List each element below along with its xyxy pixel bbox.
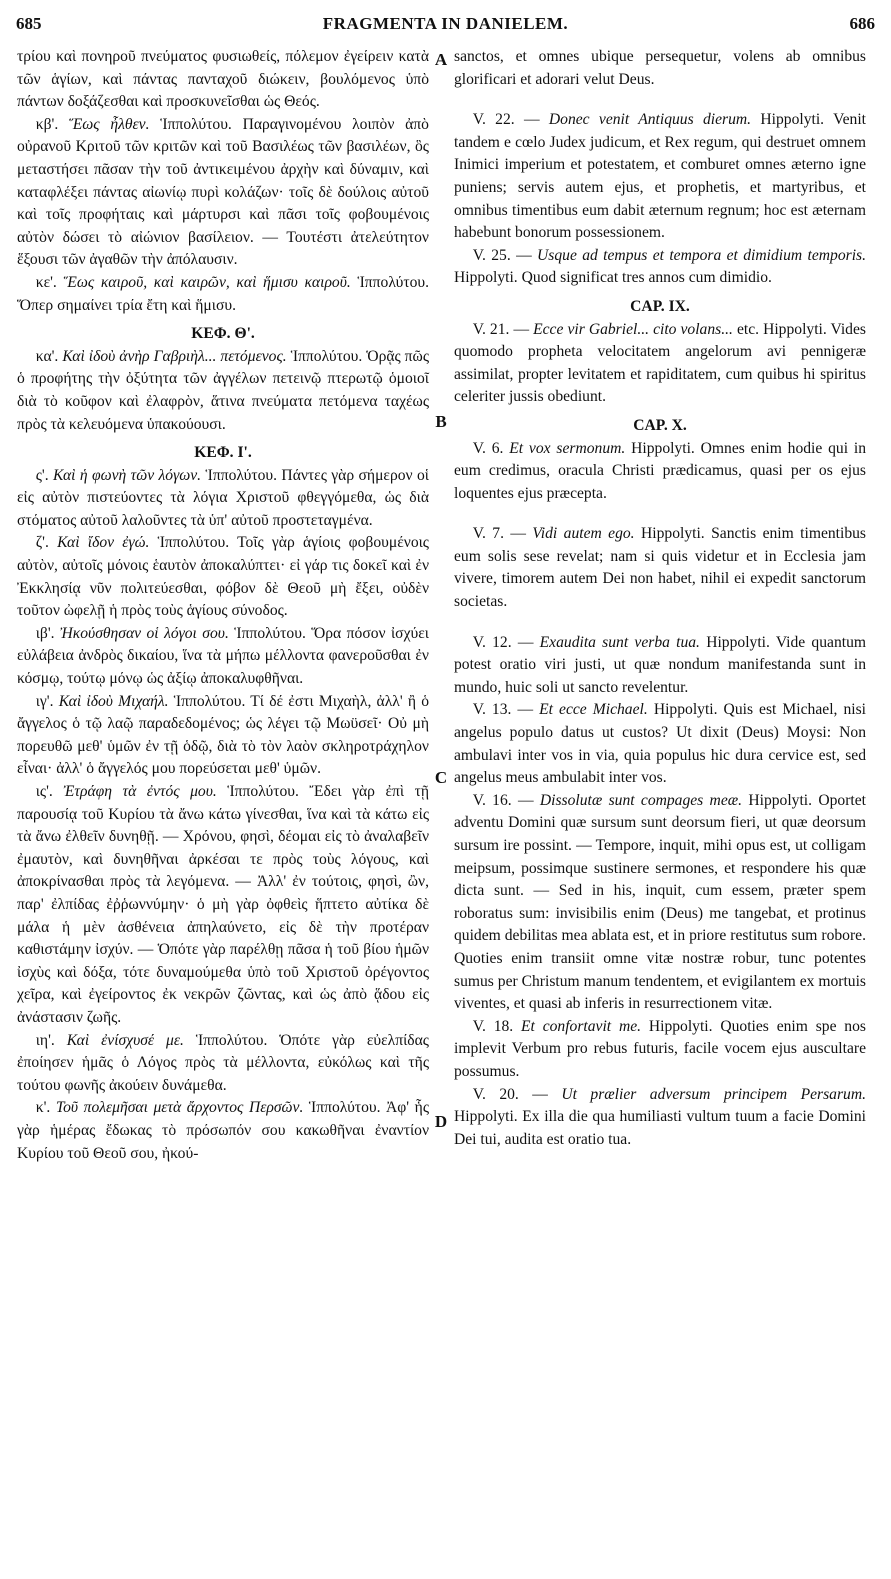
latin-paragraph [454, 699, 866, 789]
lemma: Καὶ ἴδον ἐγώ. [57, 534, 150, 552]
verse-ref: V. 20. — [472, 1085, 548, 1103]
commentary-text: Ἱππολύτου. Ὁρᾷς πῶς ὁ προφήτης τὴν ὀξύτητα τῶν ἀγγέλων πετεινῷ πτερωτῷ ὁμοιοῖ διὰ τὸ κοῦφον καὶ ἐλαφρὸν, ἅτινα πνεύματα πετόμενα ταχέως πρὸς τὰ κελευόμενα ὑπακούουσι. [17, 347, 429, 433]
verse-ref: κα'. [35, 347, 59, 365]
commentary-text: Hippolyti. Quod significat tres annos cum dimidio. [454, 269, 772, 287]
latin-paragraph [454, 319, 866, 409]
commentary-text: Hippolyti. Quis est Michael, nisi angelus populo datus ut custos? Ut dixit (Deus) Moysi: Non ambulavi inter vos in via, quia populus hic dura cervice est, sed angelus meus ambulabit inter vos. [454, 701, 866, 787]
greek-paragraph [17, 532, 429, 622]
verse-ref: κε'. [35, 273, 57, 291]
commentary-text: Hippolyti. Vide quantum potest oratio viri justi, ut quæ nondum manifestanda sunt in mundo, huic soli ut sancto revelentur. [454, 633, 866, 696]
page-header [16, 14, 875, 40]
lemma: Ecce vir Gabriel... cito volans... [533, 320, 733, 338]
lemma: Et ecce Michael. [539, 701, 648, 719]
lemma: Ut prælier adversum principem Persarum. [561, 1085, 866, 1103]
latin-paragraph [454, 245, 866, 290]
greek-paragraph [17, 272, 429, 317]
commentary-text: Hippolyti. Venit tandem e cœlo Judex judicum, et Rex regum, qui destruet omnem Inimici imperium et potestatem, et comburet omnes æterno igne puniens; servis autem ejus, et prophetis, et martyribus, et omnibus timentibus eum dabit æternum regnum; hoc est æternam habebunt bonorum possessionem. [454, 111, 866, 242]
commentary-text: Hippolyti. Quoties enim spe nos implevit Verbum pro rebus futuris, facile vocem ejus auscultare possumus. [454, 1017, 866, 1080]
greek-paragraph [17, 781, 429, 1030]
verse-ref: ις'. [35, 783, 53, 800]
verse-ref: V. 21. — [472, 320, 530, 338]
commentary-text: Ἱππολύτου. Ἔδει γὰρ ἐπὶ τῇ παρουσίᾳ τοῦ Κυρίου τὰ ἄνω κάτω γίνεσθαι, ἵνα καὶ τὰ κάτω εἰς τὰ ἄνω ἐλθεῖν δυνηθῇ. — Χρόνου, φησὶ, δέομαι εἰς τὸ ἀναλαβεῖν ἐμαυτὸν, καὶ δυνηθῆναι ἀρκέσαι τε πρὸς τοὺς λόγους, καὶ ἀποκρίνασθαι πρὸς τὰ λεγόμενα. — Ἀλλ' ἐν τούτοις, φησὶ, ὢν, παρ' ἐλπίδας ἐῤῥωννύμην· ὁ μὴ γὰρ ὀφθεὶς ἥπτετο αὐτίκα δὲ μάλα ἡ μὲν ἀσθένεια ἀπηλαύνετο, εἰς δὲ τὴν προτέραν καθιστάμην ἰσχύν. — Ὁπότε γὰρ παρέλθῃ πᾶσα ἡ τοῦ βίου ἡμῶν ἰσχὺς καὶ δόξα, τότε δυναμούμεθα ὑπὸ τοῦ Χριστοῦ ὀρέγοντος χεῖρα, καὶ ἐγείροντος ἐκ νεκρῶν ζῶντας, καὶ ὡς ἀπὸ ᾅδου εἰς ἀνάστασιν ζωῆς. [17, 783, 430, 1026]
verse-ref: ς'. [35, 466, 49, 484]
commentary-text: Ἱππολύτου. Ὁπότε γὰρ εὐελπίδας ἐποίησεν ἡμᾶς ὁ Λόγος πρὸς τὰ μέλλοντα, εὐκόλως καὶ τῆς τούτου φωνῆς ἀκούειν δυνάμεθα. [17, 1031, 429, 1094]
commentary-text: Hippolyti. Vides quomodo propheta velocitatem angelorum avi pennigeræ assimilat, propter levitatem et rapiditatem, cum quibus hi spiritus celeriter jussis obediunt. [454, 320, 866, 406]
verse-ref: V. 6. [472, 439, 504, 457]
chapter-heading: ΚΕΦ. Θ'. [191, 325, 255, 343]
lemma: Usque ad tempus et tempora et dimidium temporis. [537, 246, 866, 264]
margin-marker-c: C [434, 768, 448, 787]
greek-paragraph [17, 691, 429, 781]
greek-paragraph: τρίου καὶ πονηροῦ πνεύματος φυσιωθείς, πόλεμον ἐγείρειν κατὰ τῶν ἁγίων, καὶ πάντας πανταχοῦ διώκειν, βουλόμενος ὑπὸ πάντων δοξάζεσθαι καὶ προσκυνεῖσθαι ὡς Θεός. [17, 48, 429, 111]
chapter-heading: ΚΕΦ. Ι'. [194, 444, 252, 462]
lemma: Et vox sermonum. [509, 439, 626, 457]
lemma: Καὶ ἡ φωνὴ τῶν λόγων. [53, 466, 202, 484]
verse-ref: κβ'. [35, 115, 59, 133]
verse-ref: ιγ'. [35, 692, 54, 710]
commentary-text: Ἱππολύτου. Τοῖς γὰρ ἁγίοις φοβουμένοις αὐτὸν, αὐτοῖς μόνοις ἑαυτὸν ἀποκαλύπτει· εἰ γάρ τις δοκεῖ καὶ ἐν Ἐκκλησίᾳ νῦν πολιτεύεσθαι, φόβον δὲ Θεοῦ μὴ ἔξει, οὐδὲν τοῦτον ὠφελῇ ἡ πρὸς τοὺς ἁγίους σύνοδος. [17, 534, 429, 620]
chapter-heading: CAP. X. [633, 416, 687, 434]
latin-paragraph [454, 438, 866, 506]
commentary-text: Ἱππολύτου. Παραγινομένου λοιπὸν ἀπὸ οὐρανοῦ Κριτοῦ τῶν κριτῶν καὶ τοῦ Βασιλέως τῶν βασιλέων, ὃς μεταστήσει πᾶσαν τὴν τοῦ ἀντικειμένου ἀρχὴν καὶ δύναμιν, καὶ καταφλέξει πάντας αἰωνίῳ πυρὶ κολάζων· τοῖς δὲ δούλοις αὐτοῦ καὶ τοῖς προφήταις καὶ μάρτυρσι καὶ πᾶσι τοῖς φοβουμένοις αὐτὸν δώσει τὸ αἰώνιον βασίλειον. — Τουτέστι ἀτελεύτητον ἕξουσι τῶν ἀγαθῶν τὴν ἀπόλαυσιν. [17, 115, 429, 269]
margin-marker-d: D [434, 1112, 448, 1131]
lemma-tail: etc. [736, 320, 760, 338]
chapter-heading: CAP. IX. [630, 297, 690, 315]
latin-paragraph [454, 523, 866, 613]
commentary-text: Ἱππολύτου. Ὅπερ σημαίνει τρία ἔτη καὶ ἥμισυ. [17, 273, 429, 314]
lemma: Ἕως ἦλθεν. [68, 115, 150, 133]
lemma: Τοῦ πολεμῆσαι μετὰ ἄρχοντος Περσῶν. [55, 1099, 304, 1117]
commentary-text: Ἱππολύτου. Πάντες γὰρ σήμερον οἱ εἰς αὐτὸν πιστεύοντες τὰ λόγια Χριστοῦ φθεγγόμεθα, ὡς διὰ στόματος αὐτοῦ λαλοῦντες τὰ ὑπ' αὐτοῦ προστεταγμένα. [17, 466, 429, 529]
commentary-text: Hippolyti. Omnes enim hodie qui in eum credimus, oracula Christi prædicamus, quasi per os ejus loquentes ejus præcepta. [454, 439, 867, 502]
commentary-text: Ἱππολύτου. Τί δέ ἐστι Μιχαὴλ, ἀλλ' ἢ ὁ ἄγγελος ὁ τῷ λαῷ παραδεδομένος; ὡς λέγει τῷ Μωϋσεῖ· Οὐ μὴ πορευθῶ μεθ' ὑμῶν ἐν τῇ ὁδῷ, διὰ τὸ τὸν λαὸν σκληροτράχηλον εἶναι· ἀλλ' ὁ ἄγγελός μου πορεύσεται μεθ' ὑμῶν. [17, 692, 430, 778]
lemma: Exaudita sunt verba tua. [539, 633, 700, 651]
latin-paragraph [454, 790, 866, 1016]
margin-marker-a: A [434, 50, 448, 69]
commentary-text: Hippolyti. Ex illa die qua humiliasti vultum tuum a facie Domini Dei tui, audita est oratio tua. [454, 1108, 866, 1148]
greek-paragraph [17, 1097, 429, 1165]
verse-ref: V. 16. — [472, 791, 534, 809]
lemma: Καὶ ἐνίσχυσέ με. [66, 1031, 184, 1049]
commentary-text: Ἱππολύτου. Ὅρα πόσον ἰσχύει εὐλάβεια ἀνδρὸς δικαίου, ἵνα τὰ μήπω μέλλοντα φανεροῦσθαι ἐν κόσμῳ, τούτῳ μόνῳ ὡς ἀξίῳ ἀποκαλυφθῆναι. [17, 624, 429, 688]
greek-paragraph [17, 623, 429, 691]
lemma: Dissolutæ sunt compages meæ. [539, 791, 743, 809]
lemma: Ἕως καιροῦ, καὶ καιρῶν, καὶ ἥμισυ καιροῦ. [63, 273, 351, 291]
lemma: Καὶ ἰδοὺ Μιχαήλ. [58, 692, 169, 710]
greek-paragraph [17, 1030, 429, 1098]
latin-paragraph [454, 1016, 866, 1084]
commentary-text: Hippolyti. Sanctis enim timentibus eum solis sese revelat; nam si quis videtur et in Ecclesia jam vivere, timorem autem Dei non habet, nihil ei expedit sanctorum societas. [454, 525, 866, 611]
commentary-text: Ἱππολύτου. Ἀφ' ἧς γὰρ ἡμέρας ἔδωκας τὸ πρόσωπόν σου κακωθῆναι ἐναντίον Κυρίου τοῦ Θεοῦ σου, ἠκού- [17, 1099, 429, 1162]
latin-paragraph [454, 632, 866, 700]
verse-ref: V. 18. [472, 1017, 514, 1035]
lemma: Vidi autem ego. [532, 525, 635, 543]
latin-paragraph: sanctos, et omnes ubique persequetur, volens ab omnibus glorificari et adorari velut Deus. [454, 48, 866, 88]
greek-paragraph [17, 346, 429, 436]
page-number-right: 686 [849, 14, 875, 33]
verse-ref: V. 25. — [472, 246, 532, 264]
latin-paragraph [454, 109, 866, 245]
commentary-text: Hippolyti. Oportet adventu Domini quæ sursum sunt deorsum fieri, ut quæ deorsum sursum ire possint. — Tempore, inquit, mihi opus est, ut colligam meipsum, possimque sustinere sermones, et respondere his quæ dicta sunt. — Sed in his, inquit, cum essem, præter spem roboratus sum: invisibilis enim (Deus) me tangebat, et protinus quidem debilitas mea ablata est, et in priore restitutus sum robore. Quoties enim transiit omne vitæ nostræ robur, tunc potentes sumus per Christum manum tendentem, et evigilantem ex mortuis viventes, et quasi ab inferis in resurrectionem vitæ. [454, 791, 866, 1013]
verse-ref: κ'. [35, 1099, 51, 1117]
verse-ref: ιβ'. [35, 624, 55, 642]
margin-marker-b: B [435, 412, 447, 431]
running-title: FRAGMENTA IN DANIELEM. [322, 14, 569, 33]
verse-ref: V. 13. — [472, 701, 534, 719]
verse-ref: V. 7. — [472, 525, 526, 543]
greek-paragraph [17, 114, 429, 272]
lemma: Καὶ ἰδοὺ ἀνὴρ Γαβριὴλ... πετόμενος. [62, 347, 287, 365]
page-number-left: 685 [16, 14, 42, 33]
latin-paragraph [454, 1084, 866, 1152]
lemma: Ἠκούσθησαν οἱ λόγοι σου. [59, 624, 229, 642]
verse-ref: ζ'. [35, 534, 49, 552]
latin-column [454, 46, 866, 1151]
lemma: Et confortavit me. [521, 1017, 642, 1035]
greek-paragraph [17, 465, 429, 533]
verse-ref: V. 22. — [472, 111, 540, 129]
verse-ref: V. 12. — [472, 633, 534, 651]
lemma: Donec venit Antiquus dierum. [548, 111, 752, 129]
verse-ref: ιη'. [35, 1031, 55, 1049]
lemma: Ἐτράφη τὰ ἐντός μου. [63, 783, 217, 800]
greek-column [17, 46, 429, 1165]
